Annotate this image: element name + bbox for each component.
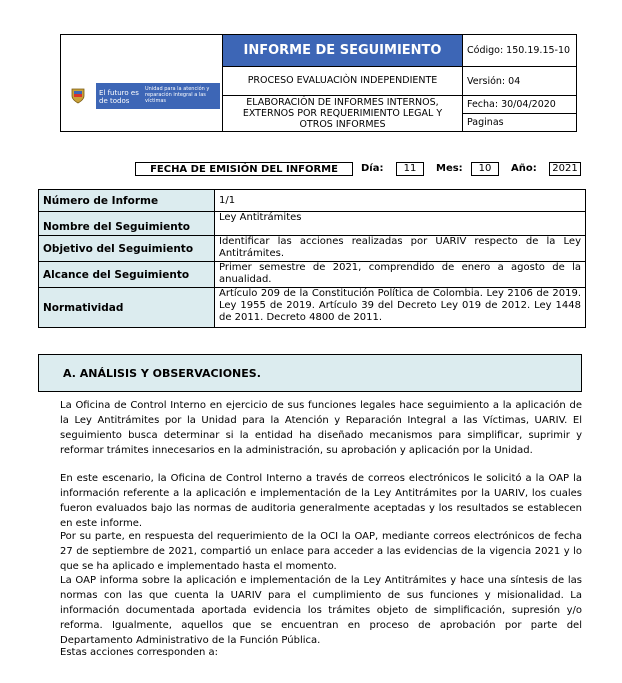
year-label: Año: [511, 163, 537, 174]
info-label: Alcance del Seguimiento [39, 262, 215, 288]
info-label: Normatividad [39, 288, 215, 328]
paragraph: Por su parte, en respuesta del requerimiento de la OCI la OAP, mediante correos electrónicos de fecha 27 de septiembre de 2021, compartió un enlace para acceder a las evidencias de la vigencia 2021 y lo que se ha aplicado e implementado hasta el momento. [60, 531, 582, 572]
report-info-table [38, 189, 586, 328]
info-value: Primer semestre de 2021, comprendido de enero a agosto de la anualidad. [215, 262, 586, 288]
process-name: PROCESO EVALUACIÒN INDEPENDIENTE [247, 75, 438, 86]
logo-unit-name: Unidad para la atención y reparación integral a las víctimas [145, 86, 210, 104]
document-code: Código: 150.19.15-10 [467, 45, 571, 56]
elaboration-label: ELABORACIÓN DE INFORMES INTERNOS, EXTERNOS POR REQUERIMIENTO LEGAL Y OTROS INFORMES [242, 97, 443, 130]
table-row [39, 212, 586, 236]
paragraph: Estas acciones corresponden a: [60, 647, 218, 658]
table-row [39, 288, 586, 328]
paragraph: En este escenario, la Oficina de Control Interno a través de correos electrónicos le solicitó a la OAP la información referente a la aplicación e implementación de la Ley Antitrámites por la UARIV, los cuales fueron evaluados bajo las normas de auditoria generalmente aceptadas y los resultados se establecen en este informe. [60, 473, 582, 529]
document-pages: Paginas [467, 117, 504, 128]
table-row [39, 262, 586, 288]
document-version: Versión: 04 [467, 76, 521, 87]
info-label: Número de Informe [39, 190, 215, 212]
paragraph: La OAP informa sobre la aplicación e implementación de la Ley Antitrámites y hace una síntesis de las normas con las que cuenta la UARIV para el cumplimiento de sus funciones y misionalidad. La información documentada aportada evidencia los trámites objeto de simplificación, supresión y/o reforma. Igualmente, aquellos que se encuentran en proceso de aprobación por parte del Departamento Administrativo de la Función Pública. [60, 575, 582, 646]
table-row [39, 190, 586, 212]
day-label: Día: [361, 163, 384, 174]
day-value: 11 [396, 162, 424, 176]
colombia-shield-icon [71, 88, 85, 104]
month-value: 10 [471, 162, 499, 176]
year-value: 2021 [549, 162, 581, 176]
emission-date-label: FECHA DE EMISIÓN DEL INFORME [135, 162, 353, 176]
logo-slogan: El futuro es de todos [99, 89, 139, 105]
paragraph: La Oficina de Control Interno en ejercicio de sus funciones legales hace seguimiento a la aplicación de la Ley Antitrámites por la Unidad para la Atención y Reparación Integral a las Víctimas, UARIV. El seguimiento busca determinar si la entidad ha diseñado mecanismos para simplificar, suprimir y reformar trámites innecesarios en la administración, su aprobación y aplicación por la Unidad. [60, 400, 582, 456]
info-value: Ley Antitrámites [215, 212, 586, 236]
info-value: Identificar las acciones realizadas por UARIV respecto de la Ley Antitrámites. [215, 236, 586, 262]
document-header [60, 34, 577, 132]
section-a-heading: A. ANÁLISIS Y OBSERVACIONES. [38, 354, 582, 392]
info-label: Nombre del Seguimiento [39, 212, 215, 236]
month-label: Mes: [436, 163, 463, 174]
info-value: Artículo 209 de la Constitución Política de Colombia. Ley 2106 de 2019. Ley 1955 de 2019. Artículo 39 del Decreto Ley 019 de 2012. Ley 1448 de 2011. Decreto 4800 de 2011. [215, 288, 586, 328]
report-title: INFORME DE SEGUIMIENTO [223, 35, 462, 66]
info-label: Objetivo del Seguimiento [39, 236, 215, 262]
document-date: Fecha: 30/04/2020 [467, 99, 556, 110]
info-value: 1/1 [215, 190, 586, 212]
unidad-victimas-logo [66, 83, 220, 109]
table-row [39, 236, 586, 262]
